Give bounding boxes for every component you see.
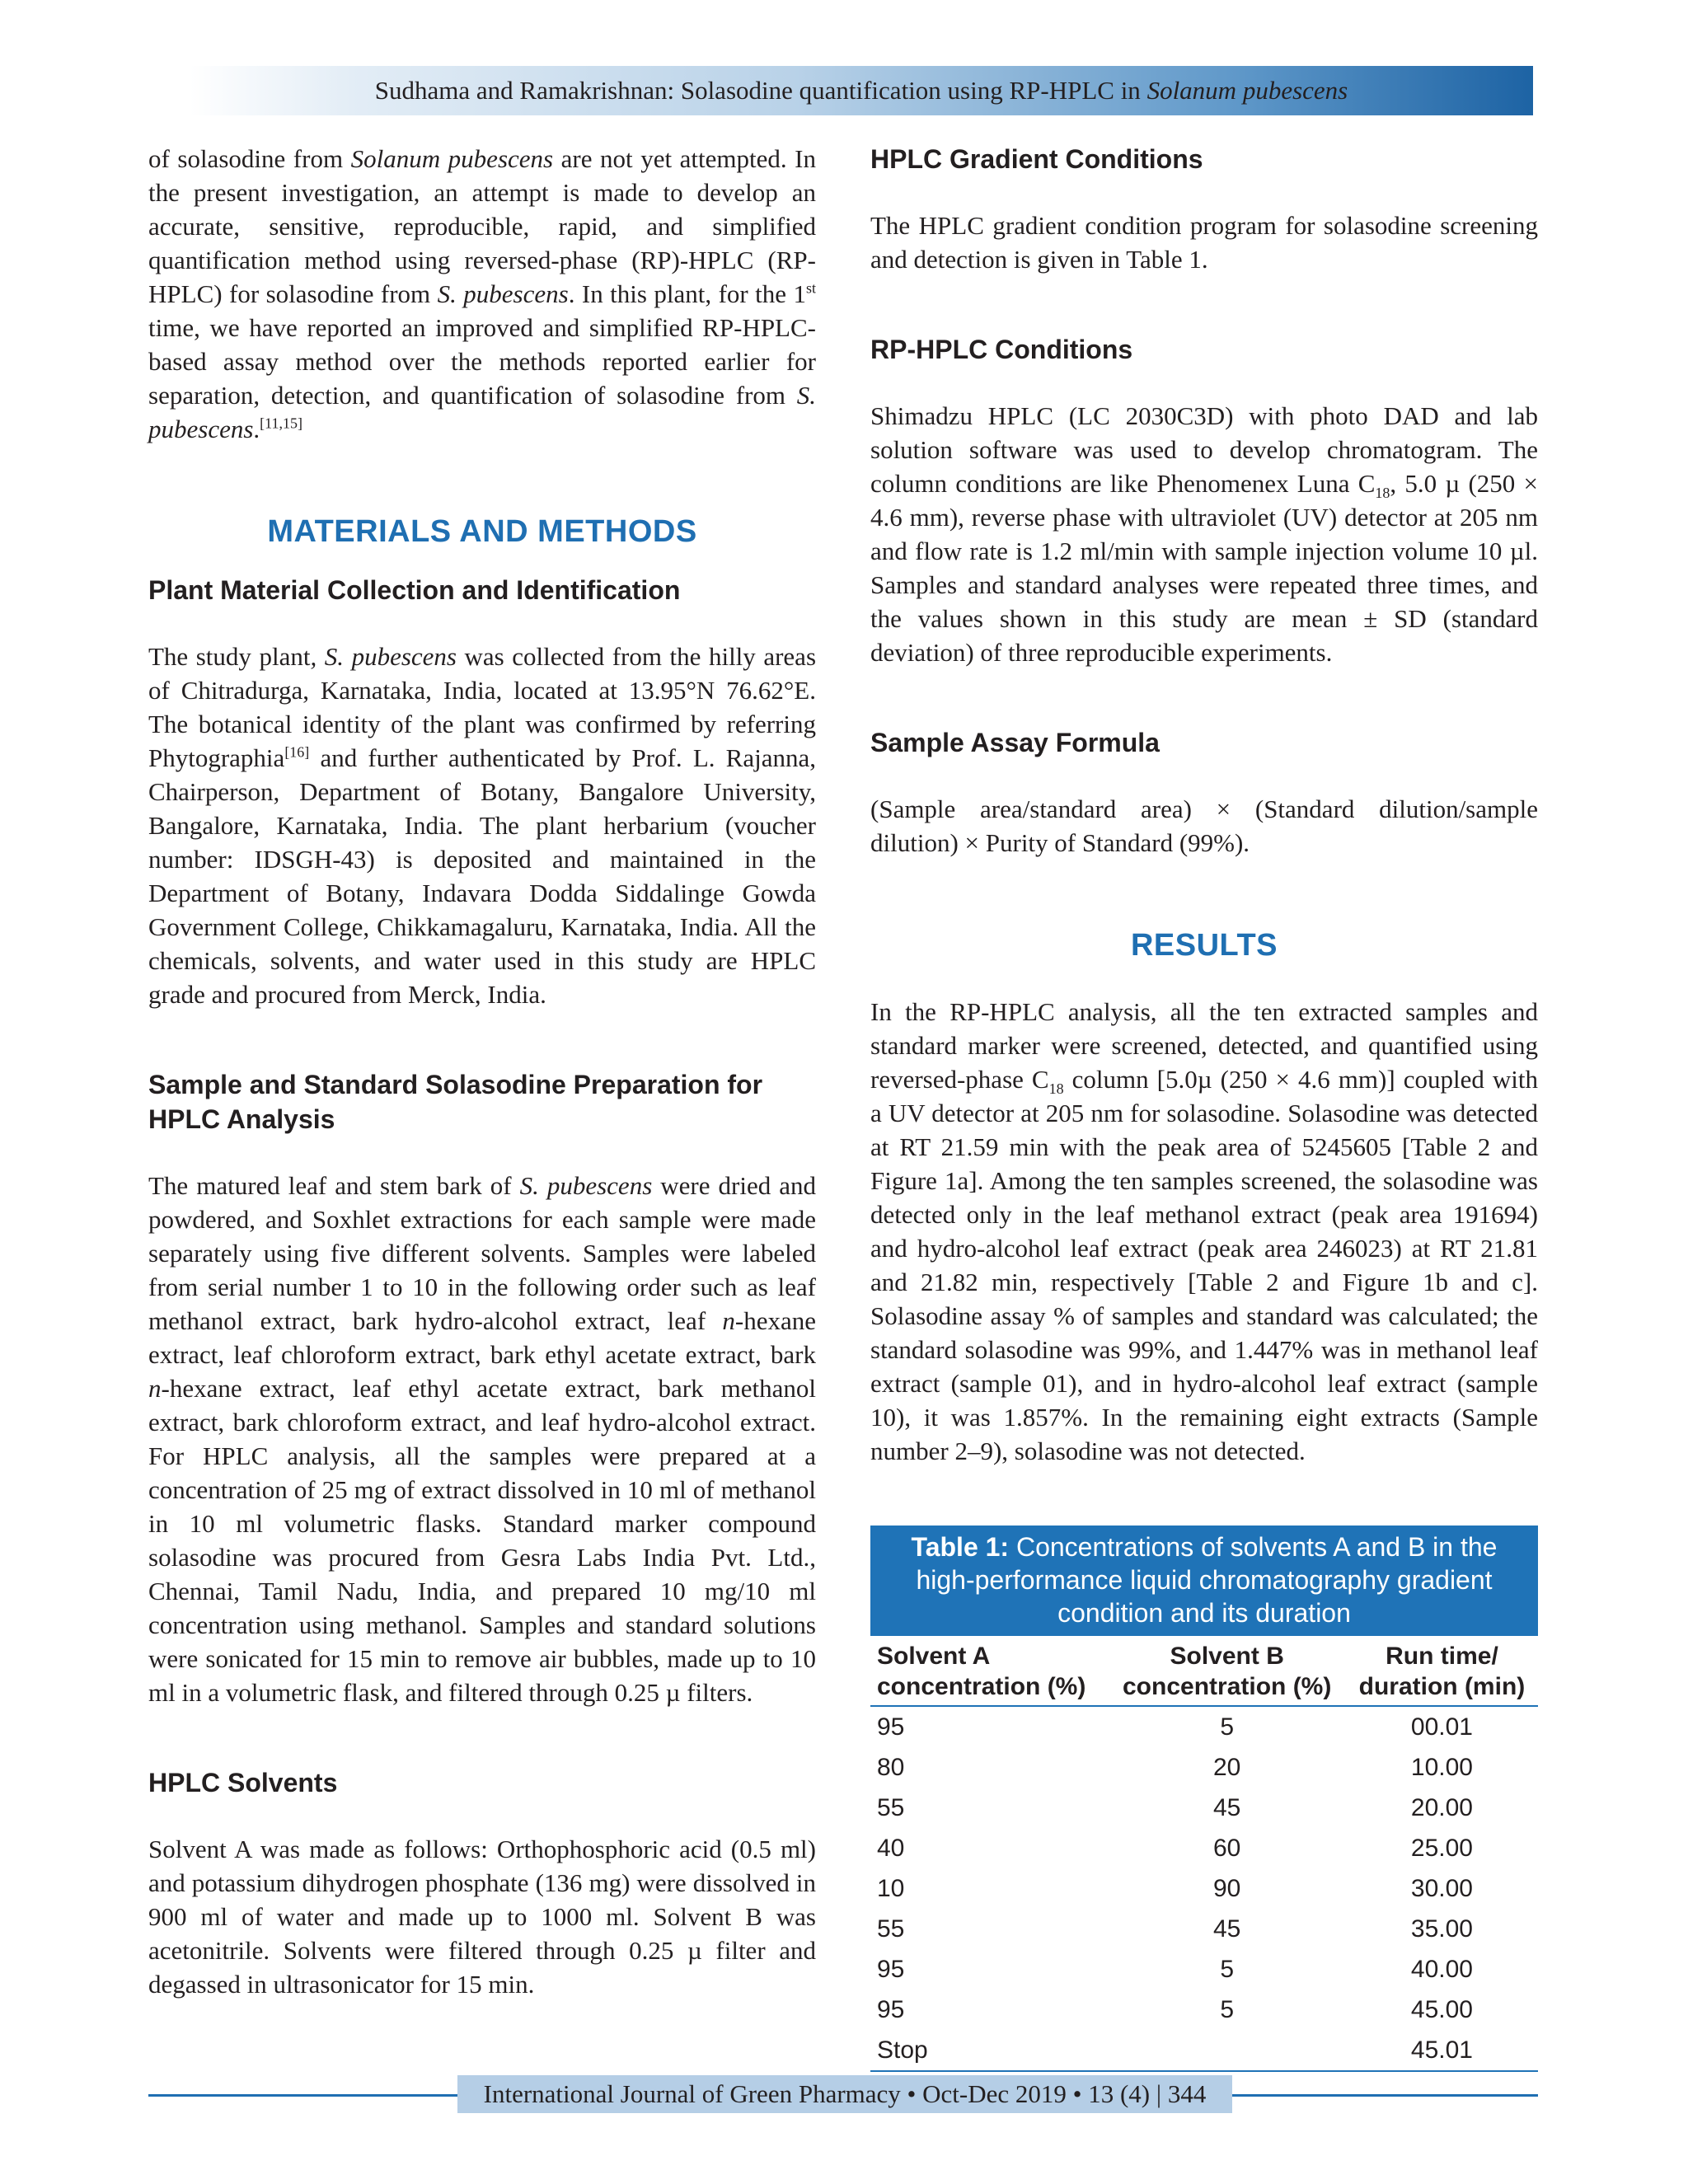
table-caption xyxy=(870,1526,1538,1636)
subheading-sample-preparation: Sample and Standard Solasodine Preparation for HPLC Analysis xyxy=(148,1070,763,1134)
right-column xyxy=(870,142,1538,2072)
rp-hplc-paragraph: Shimadzu HPLC (LC 2030C3D) with photo DAD and lab solution software was used to develop chromatogram. The column conditions are like Phenomenex Luna $C_{18}$, 5.0 µ (250 × 4.6 mm), reverse phase with ultraviolet (UV) detector at 205 nm and flow rate is 1.2 ml/min with sample injection volume 10 µl. Samples and standard analyses were repeated three times, and the values shown in this study are mean ± SD (standard deviation) of three reproducible experiments. xyxy=(870,401,1538,667)
left-column xyxy=(148,142,816,2001)
table-row xyxy=(870,1788,1538,1828)
cell-solvent-a: 10 xyxy=(877,1874,905,1902)
cell-solvent-b: 5 xyxy=(1220,1995,1235,2023)
cell-solvent-a: 55 xyxy=(877,1915,905,1943)
cell-solvent-b: 45 xyxy=(1212,1915,1241,1943)
table-caption-text: Concentrations of solvents A and B in the high-performance liquid chromatography gradient condition and its duration xyxy=(916,1532,1498,1628)
cell-solvent-b: 45 xyxy=(1212,1793,1241,1821)
column-header-solvent-b: Solvent B concentration (%) xyxy=(1108,1636,1345,1706)
section-title-materials-methods: MATERIALS AND METHODS xyxy=(267,514,697,549)
footer-rule-right xyxy=(1232,2094,1538,2097)
cell-run-time: 35.00 xyxy=(1410,1915,1473,1943)
cell-solvent-a: 95 xyxy=(877,1995,905,2023)
gradient-table xyxy=(870,1636,1538,2072)
subheading-rp-hplc-conditions: RP-HPLC Conditions xyxy=(870,335,1133,364)
table-row xyxy=(870,1828,1538,1868)
results-paragraph: In the RP-HPLC analysis, all the ten extracted samples and standard marker were screened, detected, and quantified using reversed-phase $C_{18}$ column [5.0µ (250 × 4.6 mm)] coupled with a UV detector at 205 nm for solasodine. Solasodine was detected at RT 21.59 min with the peak area of 5245605 [Table 2 and Figure 1a]. Among the ten samples screened, the solasodine was detected only in the leaf methanol extract (peak area 191694) and hydro-alcohol leaf extract (peak area 246023) at RT 21.81 and 21.82 min, respectively [Table 2 and Figure 1b and c]. Solasodine assay % of samples and standard was calculated; the standard solasodine was 99%, and 1.447% was in methanol leaf extract (sample 01), and in hydro-alcohol leaf extract (sample 10), it was 1.857%. In the remaining eight extracts (Sample number 2–9), solasodine was not detected. xyxy=(870,997,1538,1465)
table-1 xyxy=(870,1526,1538,2072)
intro-paragraph: of solasodine from Solanum pubescens are not yet attempted. In the present investigation, an attempt is made to develop an accurate, sensitive, reproducible, rapid, and simplified quantification method using reversed-phase (RP)-HPLC (RP-HPLC) for solasodine from S. pubescens. In this plant, for the 1st time, we have reported an improved and simplified RP-HPLC-based assay method over the methods reported earlier for separation, detection, and quantification of solasodine from S. pubescens.[11,15] xyxy=(148,144,817,443)
cell-solvent-b: 90 xyxy=(1212,1874,1241,1902)
cell-solvent-a: Stop xyxy=(870,2030,1108,2071)
column-header-solvent-a: Solvent A concentration (%) xyxy=(870,1636,1108,1706)
cell-solvent-a: 95 xyxy=(877,1955,905,1983)
table-row xyxy=(870,1747,1538,1788)
cell-solvent-a: 95 xyxy=(877,1713,905,1741)
table-row xyxy=(870,2030,1538,2071)
cell-solvent-b: 20 xyxy=(1212,1753,1241,1781)
cell-solvent-a: 80 xyxy=(877,1753,905,1781)
solvents-paragraph: Solvent A was made as follows: Orthophosphoric acid (0.5 ml) and potassium dihydrogen phosphate (136 mg) were dissolved in 900 ml of water and made up to 1000 ml. Solvent B was acetonitrile. Solvents were filtered through 0.25 µ filter and degassed in ultrasonicator for 15 min. xyxy=(148,1835,816,1999)
table-row xyxy=(870,1868,1538,1909)
cell-run-time: 00.01 xyxy=(1410,1713,1473,1741)
assay-paragraph: (Sample area/standard area) × (Standard dilution/sample dilution) × Purity of Standard (99%). xyxy=(870,794,1538,857)
column-header-run-time: Run time/ duration (min) xyxy=(1346,1636,1538,1706)
cell-solvent-a: 55 xyxy=(877,1793,905,1821)
footer-rule-left xyxy=(148,2094,457,2097)
cell-run-time: 30.00 xyxy=(1410,1874,1473,1902)
cell-run-time: 25.00 xyxy=(1410,1834,1473,1862)
subheading-plant-material: Plant Material Collection and Identification xyxy=(148,575,681,605)
running-header-species: Solanum pubescens xyxy=(1146,76,1348,105)
cell-solvent-b xyxy=(1108,2030,1345,2071)
cell-run-time: 10.00 xyxy=(1410,1753,1473,1781)
subheading-hplc-solvents: HPLC Solvents xyxy=(148,1768,338,1797)
table-row xyxy=(870,1949,1538,1990)
running-header xyxy=(190,66,1533,115)
cell-run-time: 40.00 xyxy=(1410,1955,1473,1983)
table-header-row xyxy=(870,1636,1538,1706)
cell-run-time: 45.00 xyxy=(1410,1995,1473,2023)
cell-solvent-b: 5 xyxy=(1220,1955,1235,1983)
table-caption-label: Table 1: xyxy=(911,1532,1010,1562)
table-row xyxy=(870,1990,1538,2030)
cell-solvent-b: 5 xyxy=(1220,1713,1235,1741)
cell-solvent-b: 60 xyxy=(1212,1834,1241,1862)
subheading-assay-formula: Sample Assay Formula xyxy=(870,728,1160,757)
subheading-gradient-conditions: HPLC Gradient Conditions xyxy=(870,144,1203,174)
table-row xyxy=(870,1706,1538,1747)
plant-paragraph: The study plant, S. pubescens was collected from the hilly areas of Chitradurga, Karnataka, India, located at 13.95°N 76.62°E. The botanical identity of the plant was confirmed by referring Phytographia[16] and further authenticated by Prof. L. Rajanna, Chairperson, Department of Botany, Bangalore University, Bangalore, Karnataka, India. The plant herbarium (voucher number: IDSGH-43) is deposited and maintained in the Department of Botany, Indavara Dodda Siddalinge Gowda Government College, Chikkamagaluru, Karnataka, India. All the chemicals, solvents, and water used in this study are HPLC grade and procured from Merck, India. xyxy=(148,642,817,1009)
cell-run-time: 20.00 xyxy=(1410,1793,1473,1821)
footer-journal-info: International Journal of Green Pharmacy • Oct-Dec 2019 • 13 (4) | 344 xyxy=(457,2075,1232,2113)
preparation-paragraph: The matured leaf and stem bark of S. pubescens were dried and powdered, and Soxhlet extractions for each sample were made separately using five different solvents. Samples were labeled from serial number 1 to 10 in the following order such as leaf methanol extract, bark hydro-alcohol extract, leaf n-hexane extract, leaf chloroform extract, bark ethyl acetate extract, bark n-hexane extract, leaf ethyl acetate extract, bark methanol extract, bark chloroform extract, and leaf hydro-alcohol extract. For HPLC analysis, all the samples were prepared at a concentration of 25 mg of extract dissolved in 10 ml of methanol in 10 ml volumetric flasks. Standard marker compound solasodine was procured from Gesra Labs India Pvt. Ltd., Chennai, Tamil Nadu, India, and prepared 10 mg/10 ml concentration using methanol. Samples and standard solutions were sonicated for 15 min to remove air bubbles, made up to 10 ml in a volumetric flask, and filtered through 0.25 µ filters. xyxy=(148,1171,817,1707)
citation-ref[interactable]: [11,15] xyxy=(260,415,302,432)
cell-solvent-a: 40 xyxy=(877,1834,905,1862)
table-row xyxy=(870,1909,1538,1949)
citation-ref[interactable]: [16] xyxy=(284,743,310,761)
section-title-results: RESULTS xyxy=(1130,928,1278,963)
running-header-title: Sudhama and Ramakrishnan: Solasodine quantification using RP-HPLC in xyxy=(374,76,1147,105)
gradient-paragraph: The HPLC gradient condition program for solasodine screening and detection is given in Table 1. xyxy=(870,211,1538,274)
cell-run-time: 45.01 xyxy=(1346,2030,1538,2071)
